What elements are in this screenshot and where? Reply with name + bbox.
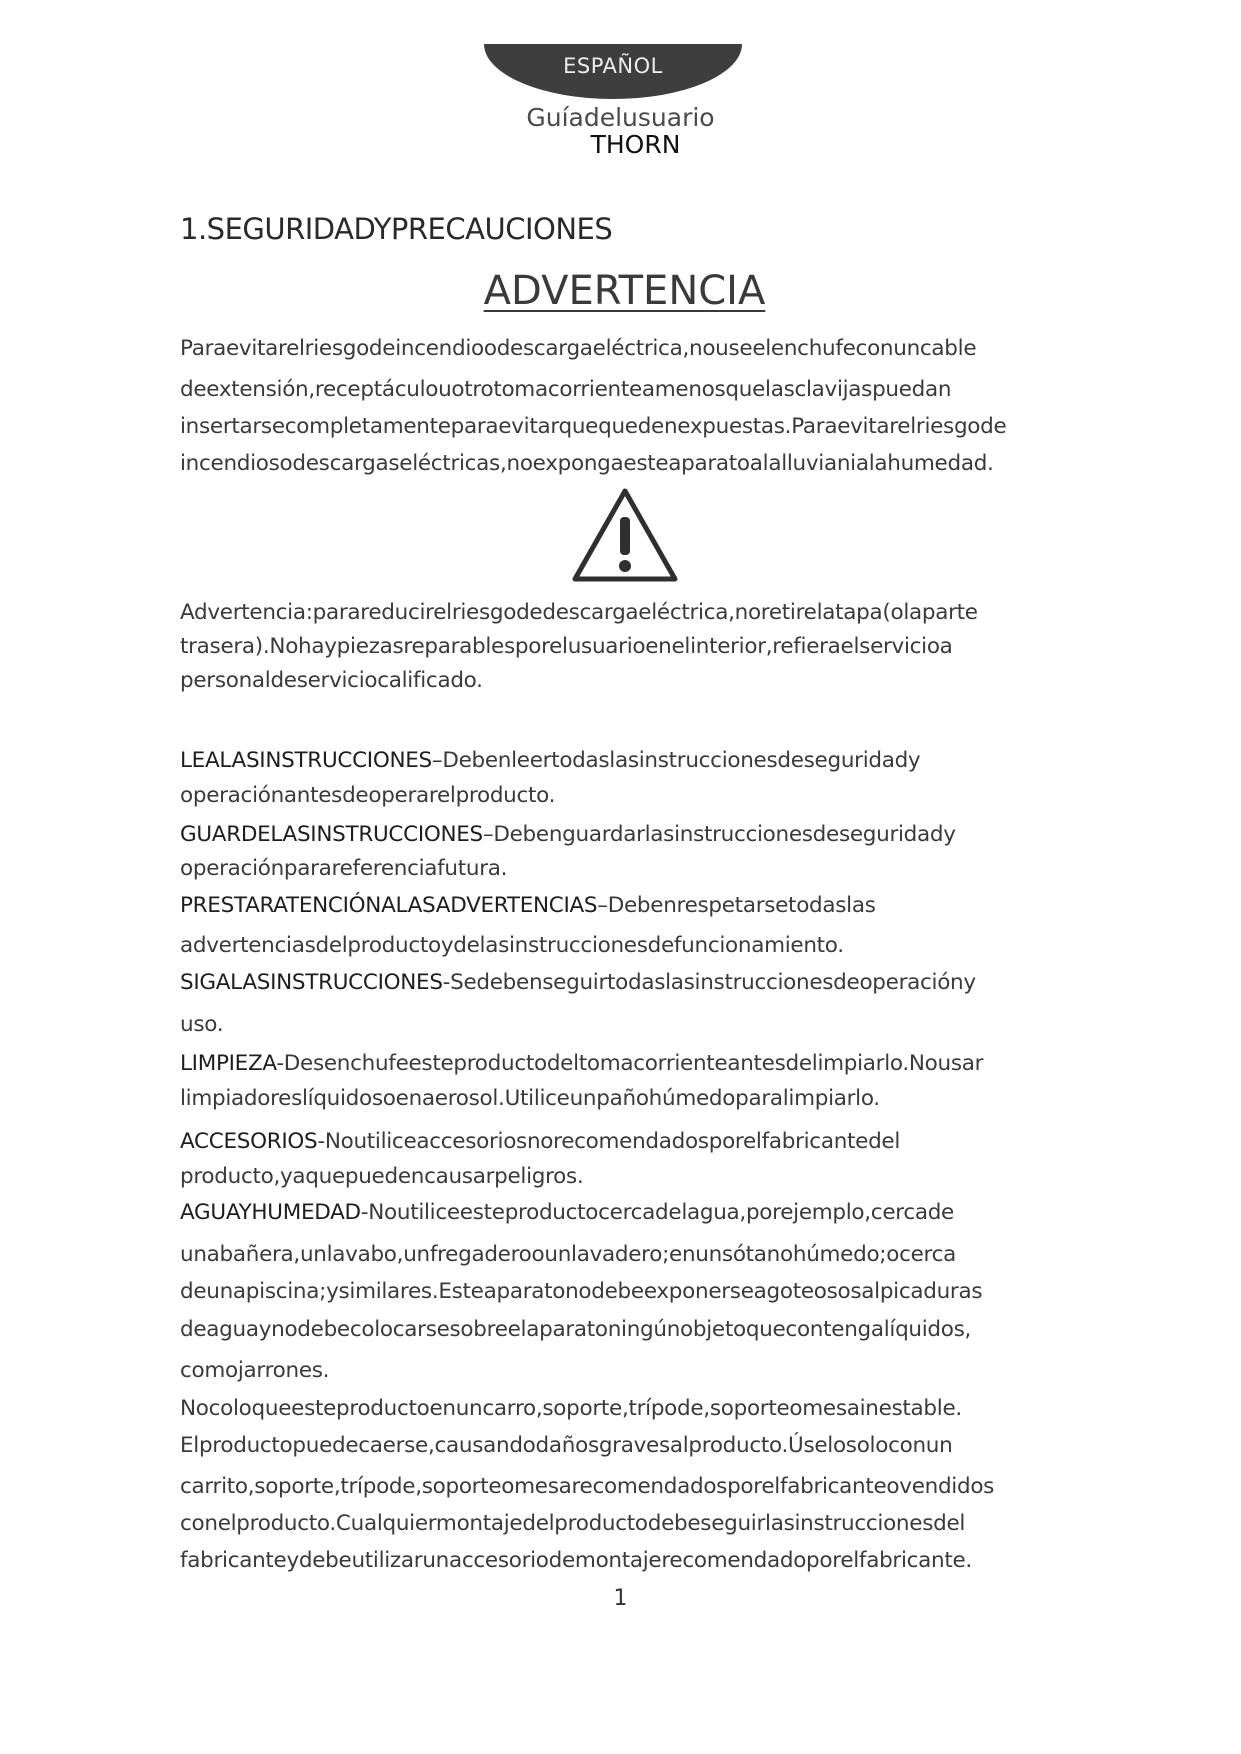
warning-title: ADVERTENCIA [483,268,766,314]
language-label: ESPAÑOL [563,54,663,78]
instruction-text: deunapiscina;ysimilares.Esteaparatonodebeexponerseagoteososalpicaduras [180,1279,983,1304]
stand-paragraph [180,1390,1030,1579]
instruction-text: –Debenleertodaslasinstruccionesdeseguridady [431,748,921,773]
instruction-read [180,743,1030,813]
brand-title: THORN [590,130,681,159]
paragraph-line: carrito,soporte,trípode,soporteomesarecomendadosporelfabricanteovendidos [180,1474,995,1499]
page-number: 1 [613,1586,628,1611]
language-tab [484,44,742,99]
paragraph-line: trasera).Nohaypiezasreparablesporelusuarioenelinterior,refieraelservicioa [180,634,953,659]
caution-paragraph [180,596,1030,698]
instruction-cleaning [180,1046,1030,1116]
paragraph-line: personaldeserviciocalificado. [180,668,483,693]
paragraph-line: Nocoloqueesteproductoenuncarro,soporte,trípode,soporteomesainestable. [180,1396,962,1421]
instruction-text: -Noutiliceesteproductocercadelagua,porejemplo,cercade [360,1200,954,1225]
instruction-text: comojarrones. [180,1358,330,1383]
paragraph-line: conelproducto.Cualquiermontajedelproductodebeseguirlasinstruccionesdel [180,1511,966,1536]
instruction-term: LIMPIEZA [180,1051,277,1076]
instruction-term: GUARDELASINSTRUCCIONES [180,822,483,847]
instruction-term: PRESTARATENCIÓNALASADVERTENCIAS [180,893,598,918]
paragraph-line: Advertencia:parareducirelriesgodedescargaeléctrica,noretirelatapa(olaparte [180,600,978,625]
instruction-water [180,1194,1030,1390]
instruction-attention [180,886,1030,966]
intro-paragraph [180,330,1030,482]
paragraph-line: incendiosodescargaseléctricas,noexpongaesteaparatoalalluvianialahumedad. [180,451,994,476]
paragraph-line: Elproductopuedecaerse,causandodañosgravesalproducto.Úselosoloconun [180,1433,953,1458]
warning-triangle-icon [571,487,679,583]
instruction-text: –Debenguardarlasinstruccionesdeseguridady [482,822,956,847]
instruction-term: AGUAYHUMEDAD [180,1200,361,1225]
instruction-text: advertenciasdelproductoydelasinstruccionesdefuncionamiento. [180,933,844,958]
paragraph-line: fabricanteydebeutilizarunaccesoriodemontajerecomendadoporelfabricante. [180,1548,972,1573]
instruction-text: producto,yaquepuedencausarpeligros. [180,1164,584,1189]
instruction-text: uso. [180,1012,224,1037]
guide-title: Guíadelusuario [526,103,715,132]
instruction-text: –Debenrespetarsetodaslas [597,893,876,918]
instruction-text: -Desenchufeesteproductodeltomacorrienteantesdelimpiarlo.Nousar [276,1051,984,1076]
instruction-follow [180,962,1030,1046]
instruction-text: unabañera,unlavabo,unfregaderoounlavadero;enunsótanohúmedo;ocerca [180,1241,957,1267]
instruction-accessories [180,1124,1030,1194]
instruction-text: -Noutiliceaccesoriosnorecomendadosporelfabricantedel [317,1129,901,1154]
instruction-text: -Sedebenseguirtodaslasinstruccionesdeoperacióny [442,970,976,995]
instruction-term: SIGALASINSTRUCCIONES [180,970,443,995]
paragraph-line: deextensión,receptáculouotrotomacorrienteamenosquelasclavijaspuedan [180,377,952,402]
paragraph-line: insertarsecompletamenteparaevitarquequedenexpuestas.Paraevitarelriesgode [180,414,1007,439]
instruction-keep [180,818,1030,886]
instruction-text: operaciónparareferenciafutura. [180,856,508,881]
instruction-term: LEALASINSTRUCCIONES [180,748,432,773]
instruction-text: deaguaynodebecolocarsesobreelaparatoningúnobjetoquecontengalíquidos, [180,1316,972,1342]
instruction-term: ACCESORIOS [180,1129,318,1154]
warning-heading [0,268,1241,314]
instruction-text: operaciónantesdeoperarelproducto. [180,783,556,808]
instruction-text: limpiadoreslíquidosoenaerosol.Utiliceunpañohúmedoparalimpiarlo. [180,1086,880,1111]
section-heading: 1.SEGURIDADYPRECAUCIONES [180,212,613,246]
paragraph-line: Paraevitarelriesgodeincendioodescargaeléctrica,nouseelenchufeconuncable [180,336,977,361]
